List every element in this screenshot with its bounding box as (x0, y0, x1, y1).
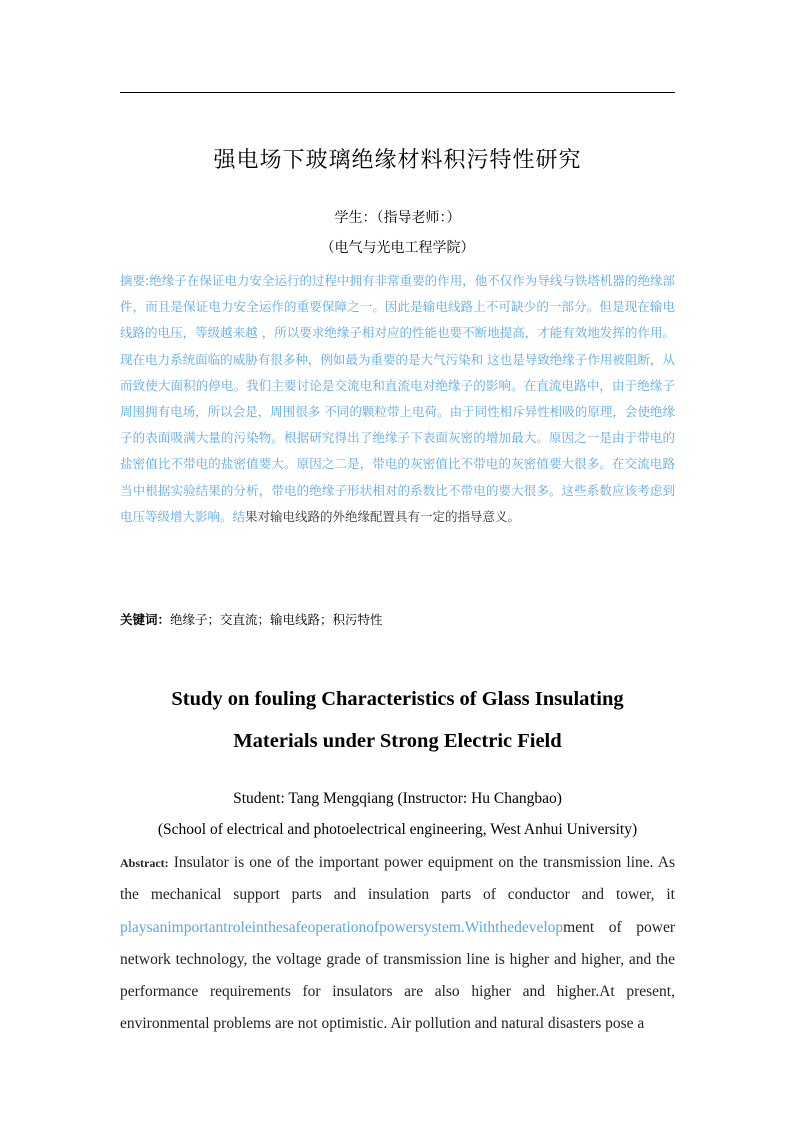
english-title-line-2: Materials under Strong Electric Field (233, 730, 562, 752)
keywords-text: 绝缘子；交直流；输电线路；积污特性 (170, 612, 383, 627)
english-abstract (120, 847, 675, 1041)
english-abstract-part-1: Insulator is one of the important power equipment on the transmission line. As the mechanical support parts and insulation parts of conductor and tower, it (120, 854, 675, 904)
chinese-title: 强电场下玻璃绝缘材料积污特性研究 (213, 148, 582, 173)
chinese-abstract-highlighted: 摘要:绝缘子在保证电力安全运行的过程中拥有非常重要的作用，他不仅作为导线与铁塔机器的绝缘部件，而且是保证电力安全运作的重要保障之一。因此是输电线路上不可缺少的一部分。但是现在输电线路的电压，等级越来越 ，所以要求绝缘子相对应的性能也要不断地提高，才能有效地发挥的作用。现在电力系统面临的威胁有很多种，例如最为重要的是大气污染和 这也是导致绝缘子作用被阻断，从而致使大面积的停电。我们主要讨论是交流电和直流电对绝缘子的影响。在直流电路中，由于绝缘子周围拥有电场，所以会是，周围很多 不同的颗粒带上电荷。由于同性相斥异性相吸的原理，会使绝缘子的表面吸满大量的污染物。根据研究得出了绝缘子下表面灰密的增加最大。原因之一是由于带电的盐密值比不带电的盐密值要大。原因之二是，带电的灰密值比不带电的灰密值要大很多。在交流电路当中根据实验结果的分析，带电的绝缘子形状相对的系数比不带电的要大很多。这些系数应该考虑到电压等级增大影响。结 (120, 273, 675, 524)
chinese-abstract (120, 268, 675, 530)
chinese-author-line: 学生：（指导老师：） (334, 210, 461, 226)
english-title-line-1: Study on fouling Characteristics of Glass Insulating (171, 688, 624, 710)
chinese-keywords (120, 610, 675, 628)
abstract-label: Abstract: (120, 856, 169, 870)
chinese-affiliation: （电气与光电工程学院） (320, 240, 475, 256)
english-abstract-highlighted: playsanimportantroleinthesafeoperationofpowersystem.Withthedevelop (120, 918, 564, 936)
header-rule (120, 92, 675, 93)
keywords-label: 关键词： (120, 612, 171, 627)
chinese-abstract-tail: 果对输电线路的外绝缘配置具有一定的指导意义。 (245, 508, 521, 524)
english-school-line: (School of electrical and photoelectrical engineering, West Anhui University) (157, 821, 638, 838)
english-student-line: Student: Tang Mengqiang (Instructor: Hu Changbao) (233, 790, 562, 807)
english-abstract-part-2: ment of power network technology, the voltage grade of transmission line is higher and higher, and the performance requirements for insulators are also higher and higher.At present, environmental problems are not optimistic. Air pollution and natural disasters pose a (120, 918, 675, 1033)
